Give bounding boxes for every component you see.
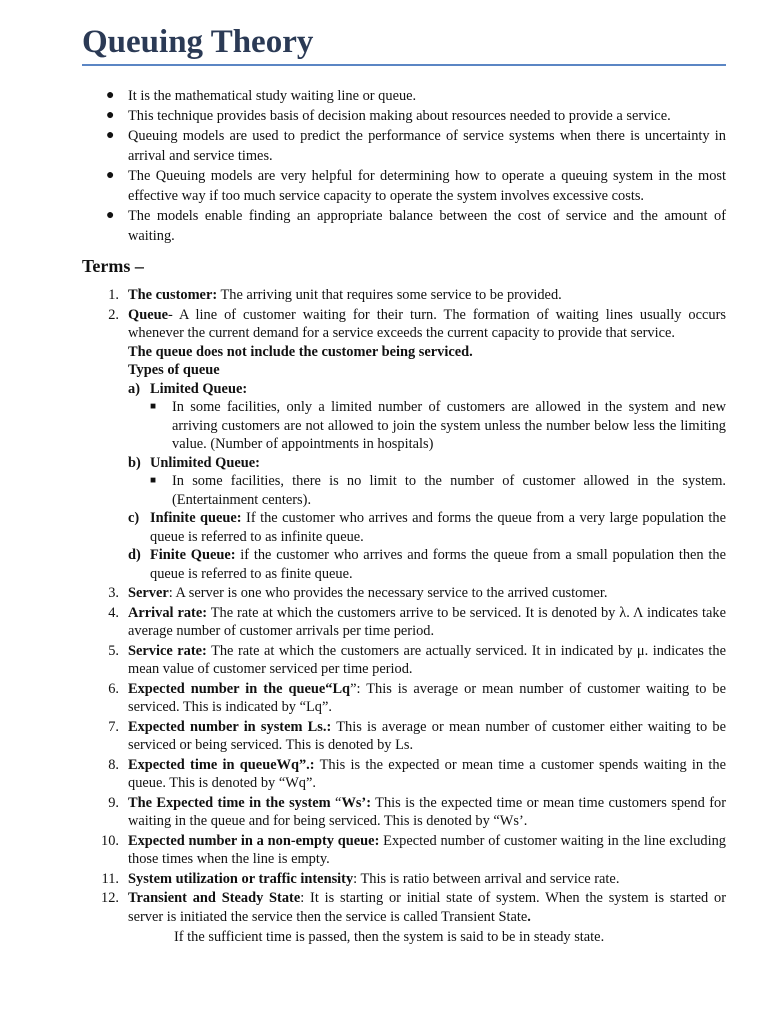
intro-bullet: ● The models enable finding an appropriate balance between the cost of service and the amount of waiting.: [106, 208, 726, 244]
bullet-dot-icon: ●: [106, 128, 115, 143]
types-heading: Types of queue: [128, 362, 220, 378]
intro-bullet: ● The Queuing models are very helpful for determining how to operate a queuing system in the most effective way if too much service capacity to operate the system involves excessive costs.: [106, 168, 726, 204]
term-item: 12. Transient and Steady State: It is starting or initial state of system. When the system is started or server is initiated the service then the service is called Transient State. If the sufficient time is passed, then the system is said to be in steady state.: [101, 890, 726, 945]
steady-state-note: If the sufficient time is passed, then the system is said to be in steady state.: [174, 929, 605, 945]
intro-bullet: ● This technique provides basis of decision making about resources needed to provide a service.: [106, 108, 671, 124]
term-item: 1. The customer: The arriving unit that requires some service to be provided.: [108, 287, 562, 303]
queue-note: The queue does not include the customer being serviced.: [128, 343, 473, 360]
term-item: 8. Expected time in queueWq”.: This is the expected or mean time a customer spends waiting in the queue. This is denoted by “Wq”.: [108, 756, 727, 791]
intro-bullet-list: [82, 86, 726, 246]
term-item: 6. Expected number in the queue“Lq”: This is average or mean number of customer waiting to be serviced. This is indicated by “Lq”.: [108, 680, 726, 715]
queue-type-item: b) Unlimited Queue: ■ In some facilities, there is no limit to the number of customer allowed in the system.(Entertainment centers).: [128, 454, 726, 508]
bullet-dot-icon: ●: [106, 208, 115, 223]
sub-bullet: ■ In some facilities, only a limited number of customers are allowed in the system and new arriving customers are not allowed to join the system unless the number below less the limiting value. (Number of appointments in hospitals): [150, 399, 726, 452]
queue-type-item: d) Finite Queue: if the customer who arrives and forms the queue from a small population then the queue is referred to as finite queue.: [128, 547, 726, 582]
title-underline: [82, 64, 726, 66]
bullet-dot-icon: ●: [106, 168, 115, 183]
sub-bullet: ■ In some facilities, there is no limit to the number of customer allowed in the system.(Entertainment centers).: [150, 473, 726, 508]
terms-heading: Terms –: [82, 256, 144, 276]
intro-bullet: ● Queuing models are used to predict the performance of service systems when there is uncertainty in arrival and service times.: [106, 128, 726, 164]
page-title: Queuing Theory: [82, 24, 314, 60]
term-item: 11. System utilization or traffic intensity: This is ratio between arrival and service rate.: [101, 870, 620, 887]
queue-types-list: [128, 380, 726, 584]
queue-type-item: a) Limited Queue: ■ In some facilities, only a limited number of customers are allowed in the system and new arriving customers are not allowed to join the system unless the number below less the limiting value. (Number of appointments in hospitals): [128, 380, 726, 452]
term-item: 9. The Expected time in the system “Ws’: This is the expected time or mean time customers spend for waiting in the queue and for being serviced. This is denoted by “Ws’.: [108, 794, 726, 829]
terms-list: [82, 286, 726, 948]
queue-type-item: c) Infinite queue: If the customer who arrives and forms the queue from a very large population the queue is referred to as infinite queue.: [128, 510, 726, 545]
square-bullet-icon: ■: [150, 475, 157, 486]
term-item: 2. Queue- A line of customer waiting for their turn. The formation of waiting lines usually occurs whenever the current demand for a service exceeds the current capacity to provide that service. The queue does not include the customer being serviced. Types of queue a) Limited Queue: ■ In some facilities, only a limited number of customers are allowed in the system and new arriving customers are not allowed to join the system unless the number below less the limiting value. (Number of appointments in hospitals) b) Unlimited Queue: ■ In some facilities, there is no limit to the number of customer allowed in the system.(Entertainment centers). c) Infinite queue: If the customer who arrives and forms the queue from a very large population the queue is referred to as infinite queue. d) Finite Queue: if the customer who arrives and forms the queue from a small population then the queue is referred to as finite queue.: [108, 306, 726, 582]
bullet-dot-icon: ●: [106, 88, 115, 103]
bullet-dot-icon: ●: [106, 108, 115, 123]
square-bullet-icon: ■: [150, 401, 157, 412]
term-item: 7. Expected number in system Ls.: This is average or mean number of customer either waiting to be serviced or being serviced. This is denoted by Ls.: [108, 718, 726, 753]
intro-bullet: ● It is the mathematical study waiting line or queue.: [106, 88, 417, 104]
term-item: 3. Server: A server is one who provides the necessary service to the arrived customer.: [108, 585, 608, 601]
term-item: 5. Service rate: The rate at which the customers are actually serviced. It in indicated by μ. indicates the mean value of customer serviced per time period.: [108, 642, 726, 677]
term-item: 4. Arrival rate: The rate at which the customers arrive to be serviced. It is denoted by λ. Λ indicates take average number of customer arrivals per time period.: [108, 604, 726, 639]
term-item: 10. Expected number in a non-empty queue: Expected number of customer waiting in the line excluding those times when the line is empty.: [101, 832, 726, 867]
